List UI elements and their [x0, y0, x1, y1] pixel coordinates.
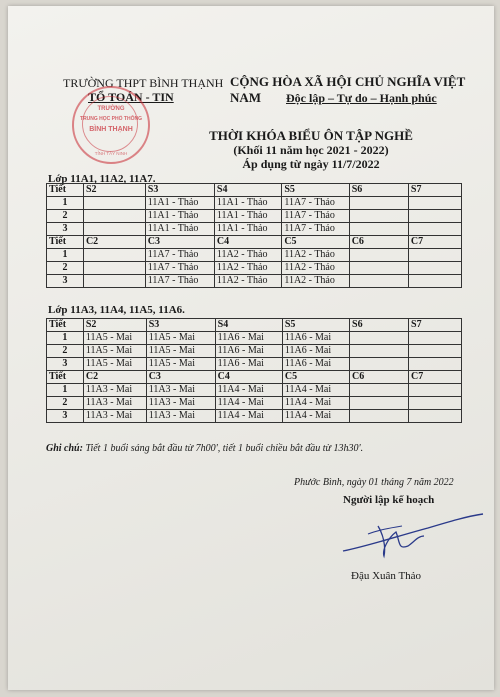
lesson-cell: 11A7 - Thảo [282, 223, 349, 236]
header-cell: S4 [214, 184, 281, 197]
lesson-cell [349, 210, 408, 223]
lesson-cell [408, 275, 461, 288]
signature-image [338, 506, 488, 566]
group1-label: Lớp 11A1, 11A2, 11A7. [48, 173, 156, 185]
note-text: Tiết 1 buổi sáng bắt đầu từ 7h00', tiết 1 buổi chiều bắt đầu từ 13h30'. [85, 443, 364, 454]
lesson-cell [350, 332, 409, 345]
lesson-cell: 11A5 - Mai [83, 358, 146, 371]
lesson-cell [409, 345, 462, 358]
header-cell: S2 [83, 319, 146, 332]
header-cell: S4 [215, 319, 282, 332]
period-number: 2 [47, 345, 84, 358]
table-header-row [47, 236, 462, 249]
lesson-cell [83, 223, 145, 236]
applied-date: Áp dụng từ ngày 11/7/2022 [242, 157, 380, 171]
lesson-cell: 11A2 - Thảo [282, 249, 349, 262]
table-row [47, 249, 462, 262]
table-row [47, 410, 462, 423]
header-cell: Tiết [47, 371, 84, 384]
period-number: 3 [47, 275, 84, 288]
lesson-cell: 11A4 - Mai [215, 384, 282, 397]
lesson-cell: 11A4 - Mai [282, 384, 349, 397]
note-label: Ghi chú: [46, 443, 83, 454]
lesson-cell: 11A4 - Mai [282, 397, 349, 410]
table-row [47, 345, 462, 358]
lesson-cell: 11A6 - Mai [215, 358, 282, 371]
header-cell: S2 [83, 184, 145, 197]
lesson-cell: 11A3 - Mai [146, 384, 215, 397]
nation-heading: CỘNG HÒA XÃ HỘI CHỦ NGHĨA VIỆT NAM [230, 74, 466, 105]
signer-name: Đậu Xuân Thảo [351, 570, 422, 582]
note [46, 443, 363, 454]
period-number: 3 [47, 358, 84, 371]
document-page [8, 6, 494, 690]
lesson-cell: 11A1 - Thảo [214, 197, 281, 210]
lesson-cell [83, 249, 145, 262]
lesson-cell: 11A4 - Mai [215, 410, 282, 423]
header-cell: C4 [214, 236, 281, 249]
lesson-cell [408, 223, 461, 236]
lesson-cell: 11A2 - Thảo [282, 262, 349, 275]
header-cell: C3 [145, 236, 214, 249]
lesson-cell [408, 197, 461, 210]
table-row [47, 384, 462, 397]
lesson-cell [408, 210, 461, 223]
lesson-cell: 11A7 - Thảo [282, 210, 349, 223]
header-cell: C2 [83, 236, 145, 249]
period-number: 1 [47, 384, 84, 397]
lesson-cell [349, 249, 408, 262]
document-title: THỜI KHÓA BIỂU ÔN TẬP NGHỀ [209, 128, 413, 143]
header-cell: C6 [349, 236, 408, 249]
lesson-cell [83, 210, 145, 223]
lesson-cell: 11A2 - Thảo [214, 275, 281, 288]
lesson-cell: 11A5 - Mai [146, 345, 215, 358]
lesson-cell: 11A2 - Thảo [214, 262, 281, 275]
table-row [47, 262, 462, 275]
lesson-cell: 11A3 - Mai [146, 397, 215, 410]
lesson-cell [409, 358, 462, 371]
header-cell: C6 [350, 371, 409, 384]
table-header-row [47, 371, 462, 384]
lesson-cell [409, 410, 462, 423]
lesson-cell: 11A6 - Mai [215, 332, 282, 345]
period-number: 3 [47, 410, 84, 423]
lesson-cell: 11A1 - Thảo [214, 223, 281, 236]
lesson-cell [349, 275, 408, 288]
lesson-cell: 11A7 - Thảo [145, 249, 214, 262]
period-number: 1 [47, 249, 84, 262]
table-row [47, 397, 462, 410]
header-cell: S5 [282, 319, 349, 332]
table-header-row [47, 319, 462, 332]
lesson-cell: 11A1 - Thảo [145, 223, 214, 236]
lesson-cell [350, 410, 409, 423]
period-number: 2 [47, 397, 84, 410]
lesson-cell [349, 197, 408, 210]
header-cell: S3 [145, 184, 214, 197]
lesson-cell: 11A1 - Thảo [145, 210, 214, 223]
preparer-title: Người lập kế hoạch [343, 494, 435, 506]
header-cell: Tiết [47, 236, 84, 249]
lesson-cell: 11A5 - Mai [83, 345, 146, 358]
lesson-cell: 11A4 - Mai [282, 410, 349, 423]
header-cell: C7 [408, 236, 461, 249]
table-row [47, 223, 462, 236]
nation-motto: Độc lập – Tự do – Hạnh phúc [286, 91, 437, 105]
schedule-table-group1 [46, 183, 462, 288]
period-number: 1 [47, 332, 84, 345]
lesson-cell: 11A3 - Mai [83, 384, 146, 397]
lesson-cell: 11A3 - Mai [83, 410, 146, 423]
lesson-cell [83, 262, 145, 275]
school-name: TRƯỜNG THPT BÌNH THẠNH [63, 76, 224, 90]
lesson-cell [350, 397, 409, 410]
period-number: 2 [47, 210, 84, 223]
header-cell: C5 [282, 236, 349, 249]
header-cell: C3 [146, 371, 215, 384]
lesson-cell: 11A2 - Thảo [282, 275, 349, 288]
table-row [47, 358, 462, 371]
header-cell: S6 [350, 319, 409, 332]
lesson-cell: 11A7 - Thảo [145, 262, 214, 275]
lesson-cell: 11A3 - Mai [83, 397, 146, 410]
lesson-cell: 11A5 - Mai [83, 332, 146, 345]
lesson-cell: 11A6 - Mai [282, 345, 349, 358]
header-cell: S5 [282, 184, 349, 197]
period-number: 2 [47, 262, 84, 275]
lesson-cell [350, 345, 409, 358]
lesson-cell [83, 275, 145, 288]
table-row [47, 332, 462, 345]
lesson-cell [409, 397, 462, 410]
lesson-cell [408, 262, 461, 275]
lesson-cell: 11A5 - Mai [146, 358, 215, 371]
lesson-cell [349, 262, 408, 275]
header-cell: S3 [146, 319, 215, 332]
table-header-row [47, 184, 462, 197]
table-row [47, 275, 462, 288]
lesson-cell [409, 332, 462, 345]
lesson-cell: 11A5 - Mai [146, 332, 215, 345]
lesson-cell: 11A6 - Mai [282, 332, 349, 345]
header-cell: C5 [282, 371, 349, 384]
lesson-cell [350, 384, 409, 397]
school-seal-stamp: TRƯỜNG TRUNG HỌC PHỔ THÔNG BÌNH THẠNH TỈNH TÂY NINH [72, 86, 150, 164]
header-cell: C4 [215, 371, 282, 384]
header-cell: S6 [349, 184, 408, 197]
department-name: TỔ TOÁN - TIN [88, 90, 174, 104]
lesson-cell [409, 384, 462, 397]
header-cell: C2 [83, 371, 146, 384]
lesson-cell: 11A7 - Thảo [145, 275, 214, 288]
group2-label: Lớp 11A3, 11A4, 11A5, 11A6. [48, 304, 185, 316]
lesson-cell: 11A3 - Mai [146, 410, 215, 423]
header-cell: S7 [408, 184, 461, 197]
schedule-table-group2 [46, 318, 462, 423]
lesson-cell: 11A7 - Thảo [282, 197, 349, 210]
lesson-cell [350, 358, 409, 371]
header-cell: S7 [409, 319, 462, 332]
lesson-cell [349, 223, 408, 236]
lesson-cell: 11A1 - Thảo [214, 210, 281, 223]
document-subtitle: (Khối 11 năm học 2021 - 2022) [233, 143, 389, 157]
period-number: 1 [47, 197, 84, 210]
period-number: 3 [47, 223, 84, 236]
header-cell: Tiết [47, 319, 84, 332]
place-date: Phước Bình, ngày 01 tháng 7 năm 2022 [294, 477, 454, 488]
lesson-cell [408, 249, 461, 262]
table-row [47, 210, 462, 223]
lesson-cell: 11A1 - Thảo [145, 197, 214, 210]
header-cell: C7 [409, 371, 462, 384]
lesson-cell: 11A4 - Mai [215, 397, 282, 410]
header-cell: Tiết [47, 184, 84, 197]
lesson-cell [83, 197, 145, 210]
lesson-cell: 11A2 - Thảo [214, 249, 281, 262]
lesson-cell: 11A6 - Mai [215, 345, 282, 358]
table-row [47, 197, 462, 210]
lesson-cell: 11A6 - Mai [282, 358, 349, 371]
